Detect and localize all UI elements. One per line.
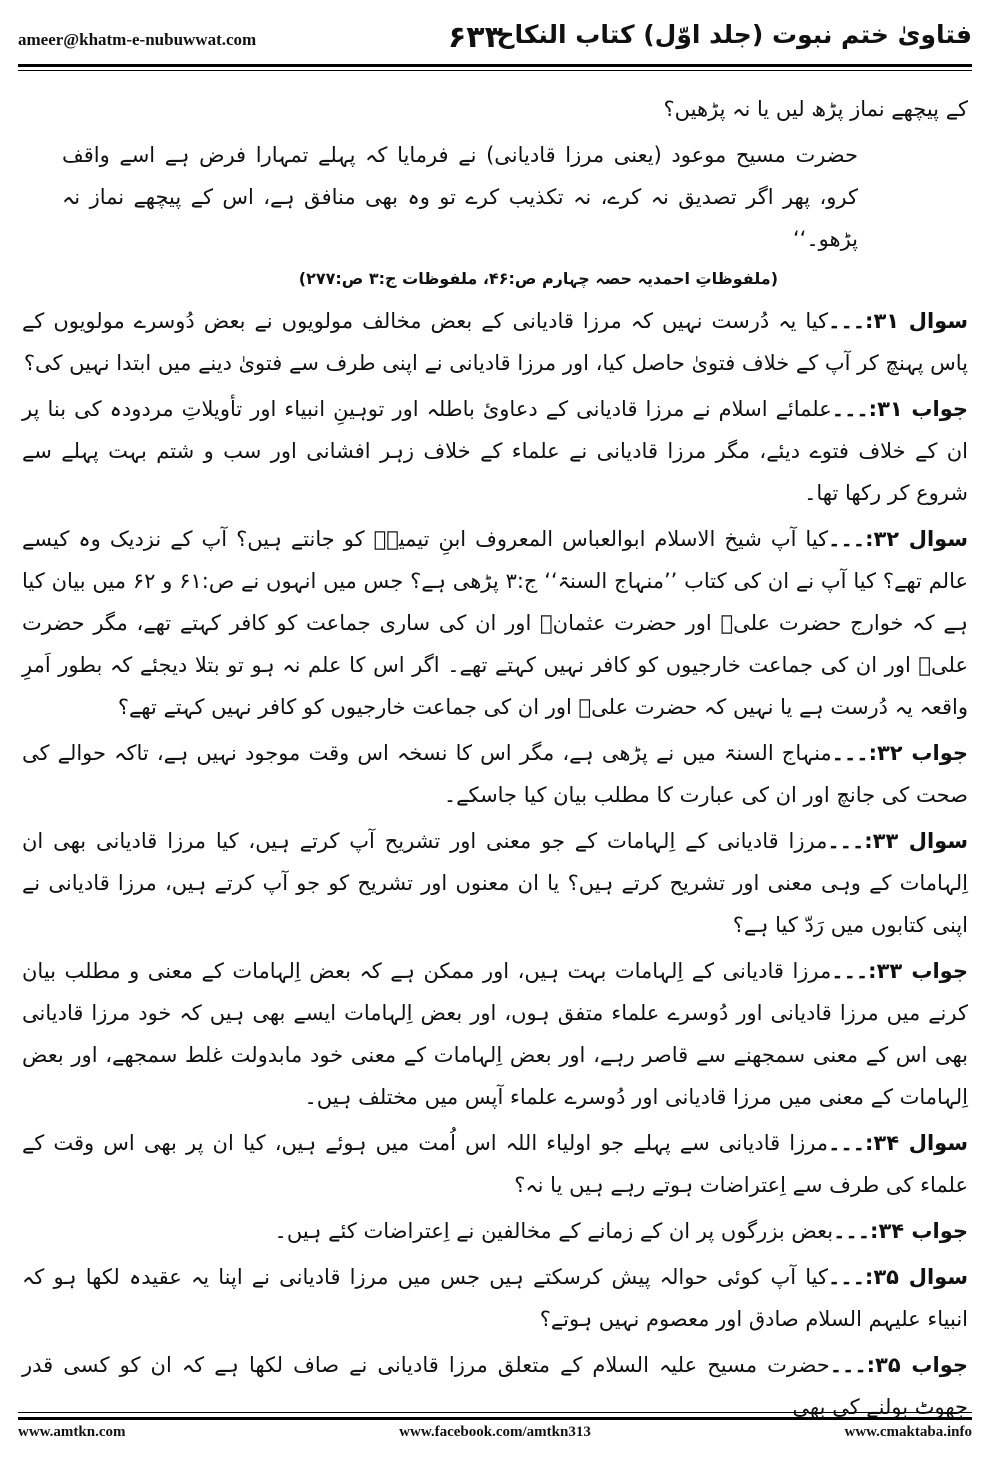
answer-label: جواب ۳۱:۔۔۔ bbox=[831, 397, 968, 421]
page-body bbox=[22, 88, 968, 1419]
question-32 bbox=[22, 518, 968, 728]
question-label: سوال ۳۵:۔۔۔ bbox=[828, 1265, 968, 1289]
header-rule-thin bbox=[18, 70, 972, 71]
question-31 bbox=[22, 300, 968, 384]
footer-rule-thin bbox=[18, 1412, 972, 1413]
question-label: سوال ۳۱:۔۔۔ bbox=[828, 309, 968, 333]
answer-35 bbox=[22, 1344, 968, 1428]
answer-33 bbox=[22, 950, 968, 1118]
footer-link-amtkn[interactable]: www.amtkn.com bbox=[18, 1424, 126, 1440]
question-label: سوال ۳۳:۔۔۔ bbox=[827, 829, 968, 853]
question-text: کیا آپ کوئی حوالہ پیش کرسکتے ہیں جس میں مرزا قادیانی نے اپنا یہ عقیدہ لکھا ہو کہ انبیاء علیہم السلام صادق اور معصوم نہیں ہوتے؟ bbox=[22, 1265, 968, 1331]
question-label: سوال ۳۲:۔۔۔ bbox=[828, 527, 968, 551]
answer-text: علمائے اسلام نے مرزا قادیانی کے دعاویٔ باطلہ اور توہینِ انبیاء اور تأویلاتِ مردودہ کی بنا پر ان کے خلاف فتوے دیئے، مگر مرزا قادیانی نے علماء کے خلاف زہر افشانی اور سب و شتم بہت پہلے سے شروع کر رکھا تھا۔ bbox=[22, 397, 968, 505]
page-header bbox=[18, 18, 972, 62]
header-email: ameer@khatm-e-nubuwwat.com bbox=[18, 30, 257, 49]
intro-line: کے پیچھے نماز پڑھ لیں یا نہ پڑھیں؟ bbox=[663, 97, 968, 121]
question-33 bbox=[22, 820, 968, 946]
question-text: کیا یہ دُرست نہیں کہ مرزا قادیانی کے بعض مخالف مولویوں نے بعض دُوسرے مولویوں کے پاس پہنچ کر آپ کے خلاف فتویٰ حاصل کیا، اور مرزا قادیانی نے اپنی طرف سے فتویٰ دینے میں ابتدا نہیں کی؟ bbox=[22, 309, 968, 375]
header-rule bbox=[18, 64, 972, 67]
answer-31 bbox=[22, 388, 968, 514]
page-footer bbox=[18, 1424, 972, 1448]
answer-label: جواب ۳۴:۔۔۔ bbox=[833, 1219, 968, 1243]
answer-label: جواب ۳۲:۔۔۔ bbox=[831, 741, 968, 765]
question-text: کیا آپ شیخ الاسلام ابوالعباس المعروف ابنِ تیمیہؒ کو جانتے ہیں؟ آپ کے نزدیک وہ کیسے عالم تھے؟ کیا آپ نے ان کی کتاب ’’منہاج السنۃ‘‘ ج:۳ پڑھی ہے؟ جس میں انہوں نے ص:۶۱ و ۶۲ میں بیان کیا ہے کہ خوارج حضرت علیؓ اور حضرت عثمانؓ اور ان کی ساری جماعت کو کافر کہتے تھے، مگر حضرت علیؓ اور ان کی جماعت خارجیوں کو کافر نہیں کہتے تھے۔ اگر اس کا علم نہ ہو تو بتلا دیجئے کہ بطور اَمرِ واقعہ یہ دُرست ہے یا نہیں کہ حضرت علیؓ اور ان کی جماعت خارجیوں کو کافر نہیں کہتے تھے؟ bbox=[22, 527, 968, 719]
answer-34 bbox=[22, 1210, 968, 1252]
answer-text: مرزا قادیانی کے اِلہامات بہت ہیں، اور ممکن ہے کہ بعض اِلہامات کے معنی و مطلب بیان کرنے میں مرزا قادیانی اور دُوسرے علماء متفق ہوں، اور بعض اِلہامات ایسے بھی ہیں کہ خود مرزا قادیانی بھی اس کے معنی سمجھنے سے قاصر رہے، اور بعض اِلہامات کے معنی خود مابدولت غلط سمجھے، اور بعض اِلہامات کے معنی میں مرزا قادیانی اور دُوسرے علماء آپس میں مختلف ہیں۔ bbox=[22, 959, 968, 1109]
answer-text: بعض بزرگوں پر ان کے زمانے کے مخالفین نے اِعتراضات کئے ہیں۔ bbox=[274, 1219, 834, 1243]
page-number: ۶۳۳ bbox=[448, 20, 503, 55]
reference-citation: (ملفوظاتِ احمدیہ حصہ چہارم ص:۴۶، ملفوظات ج:۳ ص:۲۷۷) bbox=[298, 269, 778, 288]
question-35 bbox=[22, 1256, 968, 1340]
question-text: مرزا قادیانی کے اِلہامات کے جو معنی اور تشریح آپ کرتے ہیں، کیا مرزا قادیانی بھی ان اِلہامات کے وہی معنی اور تشریح کرتے ہیں؟ یا ان معنوں اور تشریح کو جو آپ کرتے ہیں، مرزا قادیانی نے اپنی کتابوں میں رَدّ کیا ہے؟ bbox=[22, 829, 968, 937]
answer-label: جواب ۳۵:۔۔۔ bbox=[829, 1353, 968, 1377]
answer-32 bbox=[22, 732, 968, 816]
answer-text: منہاج السنۃ میں نے پڑھی ہے، مگر اس کا نسخہ اس وقت موجود نہیں ہے، تاکہ حوالے کی صحت کی جانچ اور ان کی عبارت کا مطلب بیان کیا جاسکے۔ bbox=[22, 741, 968, 807]
footer-link-facebook[interactable]: www.facebook.com/amtkn313 bbox=[399, 1424, 591, 1440]
answer-label: جواب ۳۳:۔۔۔ bbox=[831, 959, 968, 983]
footer-rule bbox=[18, 1417, 972, 1420]
answer-text: حضرت مسیح علیہ السلام کے متعلق مرزا قادیانی نے صاف لکھا ہے کہ ان کو کسی قدر جھوٹ بولنے کی بھی bbox=[22, 1353, 968, 1419]
question-text: مرزا قادیانی سے پہلے جو اولیاء اللہ اس اُمت میں ہوئے ہیں، کیا ان پر بھی اس وقت کے علماء کی طرف سے اِعتراضات ہوتے رہے ہیں یا نہ؟ bbox=[22, 1131, 968, 1197]
question-label: سوال ۳۴:۔۔۔ bbox=[828, 1131, 968, 1155]
question-34 bbox=[22, 1122, 968, 1206]
footer-link-cmaktaba[interactable]: www.cmaktaba.info bbox=[844, 1424, 972, 1440]
quote-block: حضرت مسیح موعود (یعنی مرزا قادیانی) نے فرمایا کہ پہلے تمہارا فرض ہے اسے واقف کرو، پھر اگر تصدیق نہ کرے، نہ تکذیب کرے تو وہ بھی منافق ہے، اس کے پیچھے نماز نہ پڑھو۔‘‘ bbox=[62, 143, 858, 251]
book-title: فتاویٰ ختم نبوت (جلد اوّل) کتاب النکاح bbox=[496, 20, 972, 49]
